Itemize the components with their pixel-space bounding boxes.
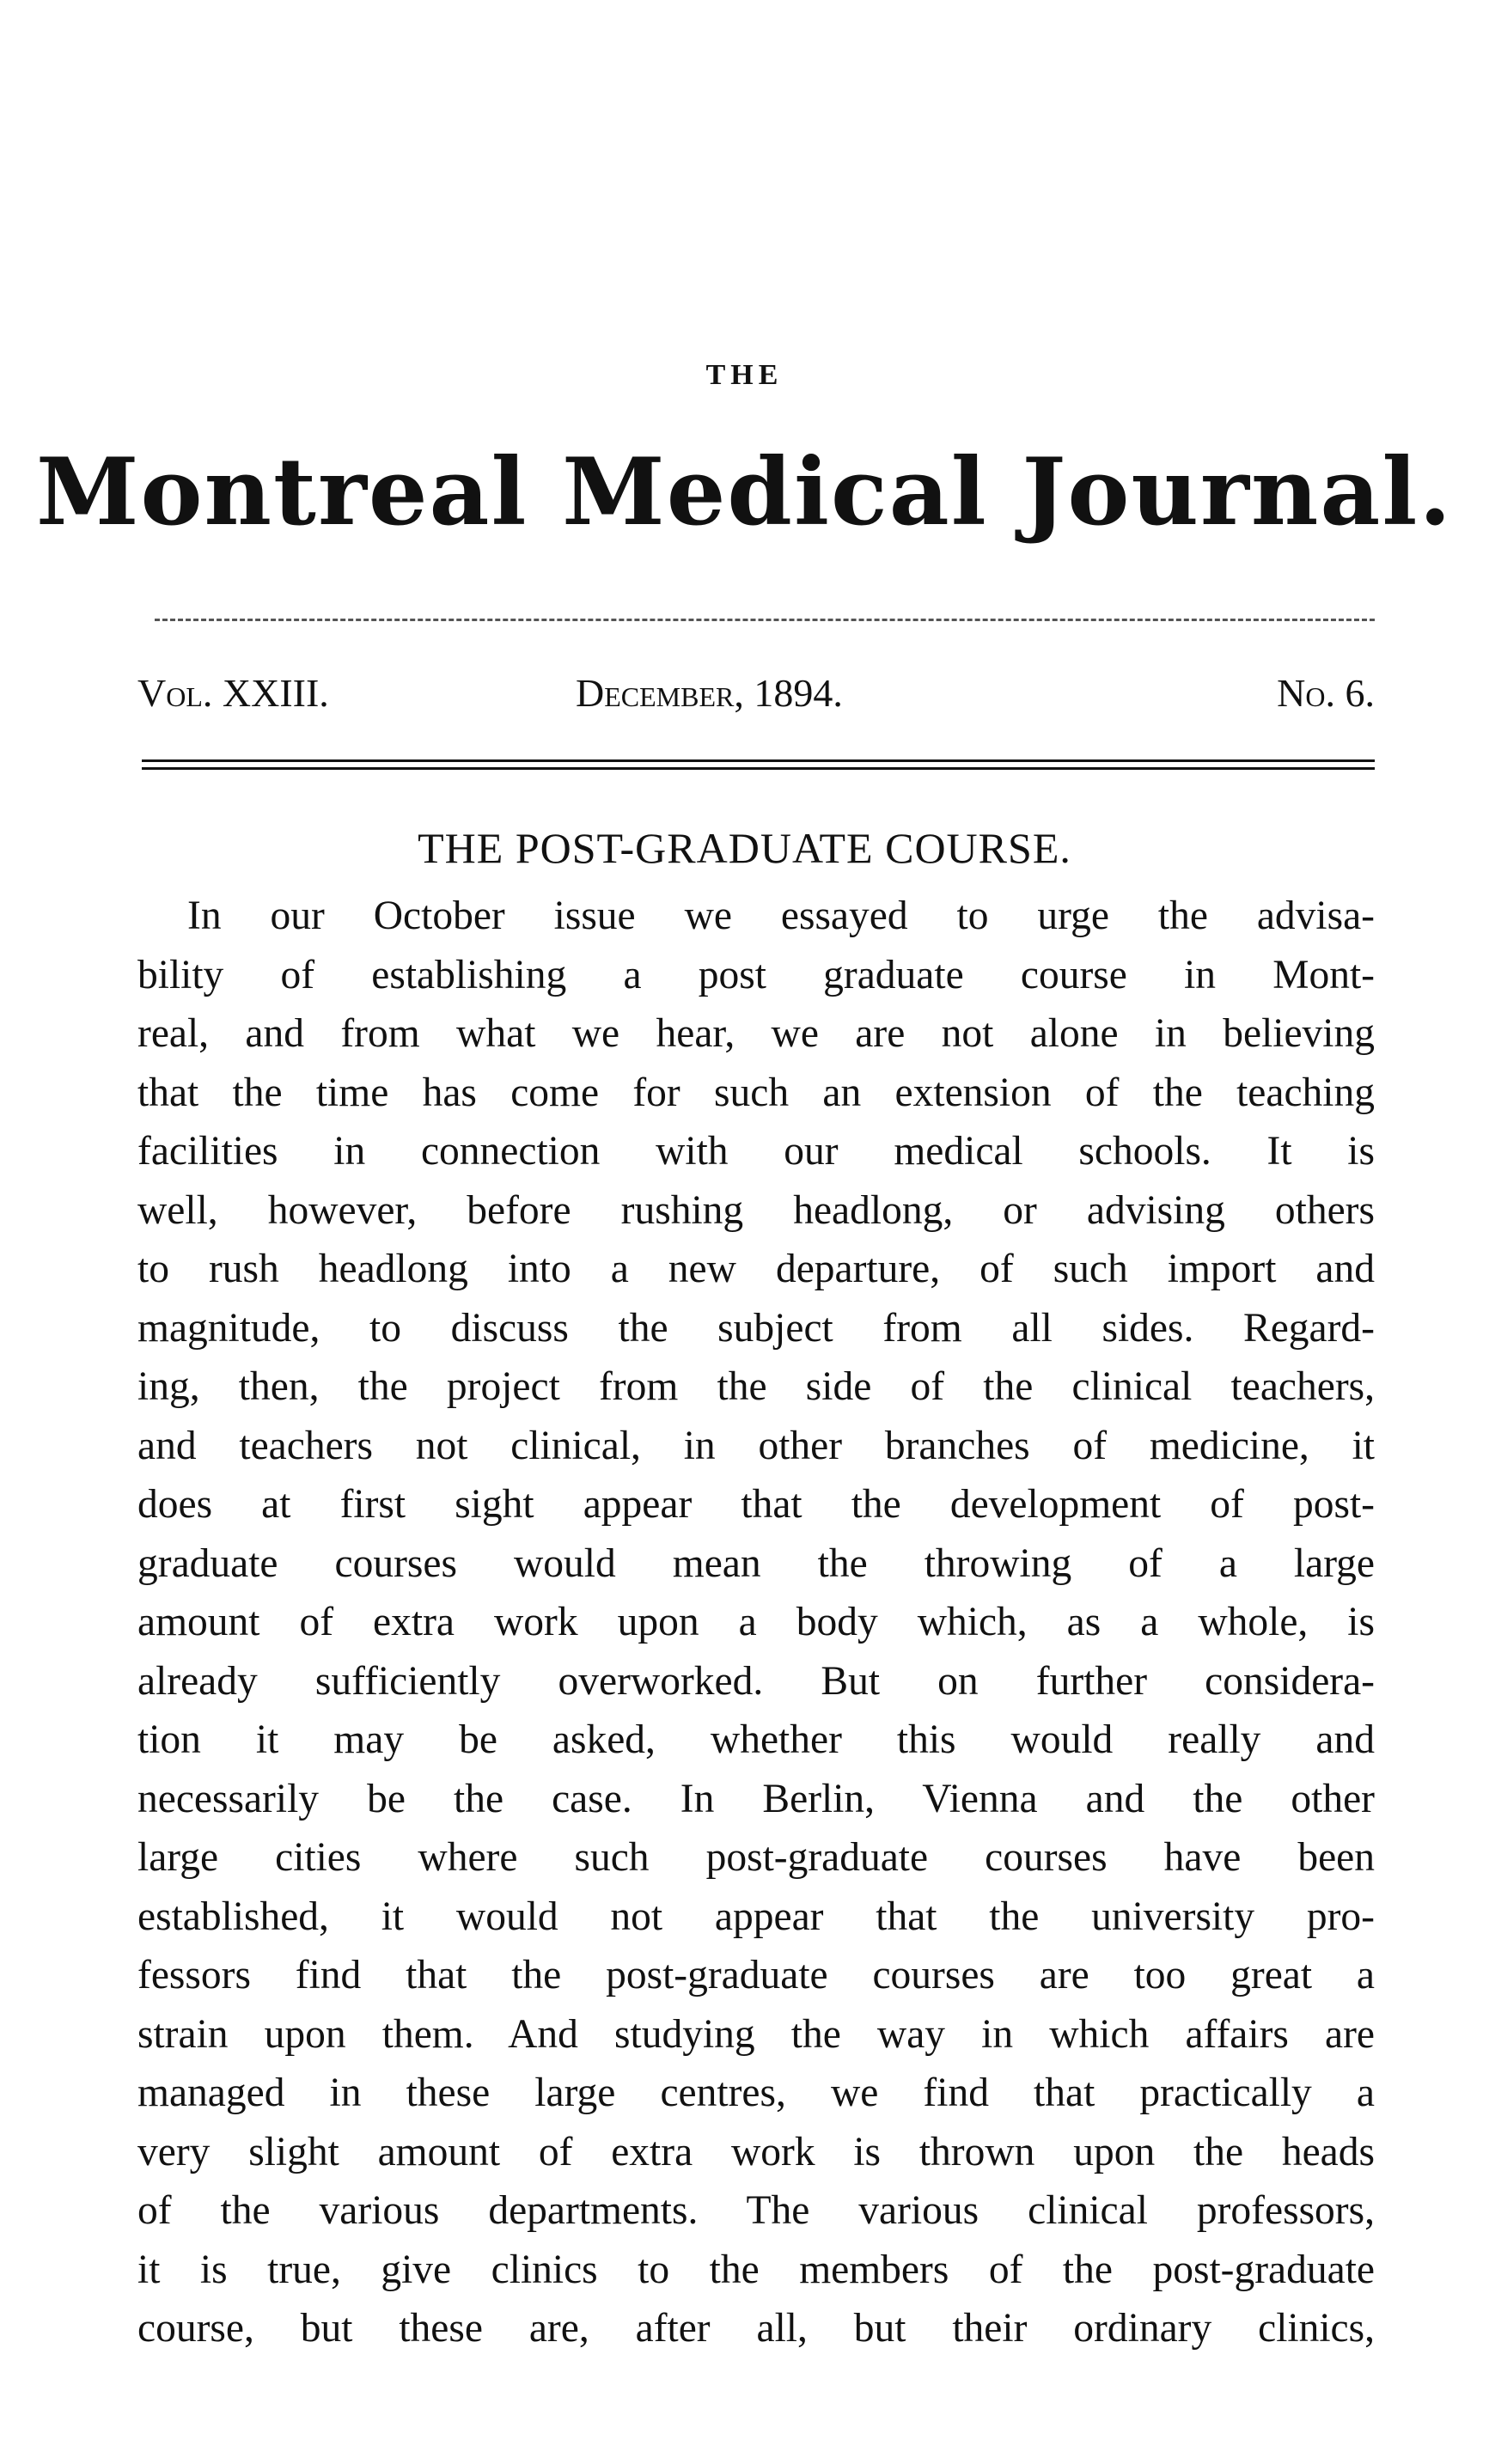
masthead-article-the: THE xyxy=(705,359,784,391)
body-line: fessors find that the post-graduate courses are too great a xyxy=(137,1953,1375,1997)
double-rule-divider xyxy=(142,759,1375,770)
body-line: of the various departments. The various clinical professors, xyxy=(137,2188,1375,2233)
volume-label: Vol. XXIII. xyxy=(137,671,329,715)
body-line: tion it may be asked, whether this would really and xyxy=(137,1717,1375,1762)
body-line: does at first sight appear that the development of post- xyxy=(137,1482,1375,1527)
body-line: course, but these are, after all, but their ordinary clinics, xyxy=(137,2306,1375,2351)
issue-date: December, 1894. xyxy=(576,671,843,715)
body-line: In our October issue we essayed to urge the advisa- xyxy=(187,894,1375,938)
body-line: bility of establishing a post graduate course in Mont- xyxy=(137,952,1375,997)
body-line: very slight amount of extra work is thrown upon the heads xyxy=(137,2129,1375,2174)
body-line: graduate courses would mean the throwing of a large xyxy=(137,1540,1375,1586)
article-heading: THE POST-GRADUATE COURSE. xyxy=(418,824,1071,872)
body-line: it is true, give clinics to the members of the post-graduate xyxy=(137,2247,1375,2292)
dashed-divider xyxy=(155,619,1375,621)
body-line: strain upon them. And studying the way in which affairs are xyxy=(137,2011,1375,2057)
article-body xyxy=(137,887,1375,2358)
body-line: established, it would not appear that the university pro- xyxy=(137,1894,1375,1939)
issue-number: No. 6. xyxy=(1277,671,1375,715)
body-line: that the time has come for such an extension of the teaching xyxy=(137,1070,1375,1115)
body-line: and teachers not clinical, in other branches of medicine, it xyxy=(137,1423,1375,1468)
body-line: ing, then, the project from the side of the clinical teachers, xyxy=(137,1364,1375,1409)
body-line: necessarily be the case. In Berlin, Vienna and the other xyxy=(137,1776,1375,1821)
body-line: managed in these large centres, we find that practically a xyxy=(137,2071,1375,2115)
body-line: large cities where such post-graduate courses have been xyxy=(137,1835,1375,1880)
body-line: to rush headlong into a new departure, of such import and xyxy=(137,1247,1375,1291)
body-line: facilities in connection with our medical schools. It is xyxy=(137,1129,1375,1174)
body-line: real, and from what we hear, we are not alone in believing xyxy=(137,1011,1375,1056)
body-line: already sufficiently overworked. But on further considera- xyxy=(137,1658,1375,1704)
issue-info-line xyxy=(137,670,1375,722)
body-line: amount of extra work upon a body which, as a whole, is xyxy=(137,1600,1375,1644)
body-line: well, however, before rushing headlong, or advising others xyxy=(137,1187,1375,1233)
journal-title: Montreal Medical Journal. xyxy=(35,438,1454,546)
body-line: magnitude, to discuss the subject from all sides. Regard- xyxy=(137,1305,1375,1351)
